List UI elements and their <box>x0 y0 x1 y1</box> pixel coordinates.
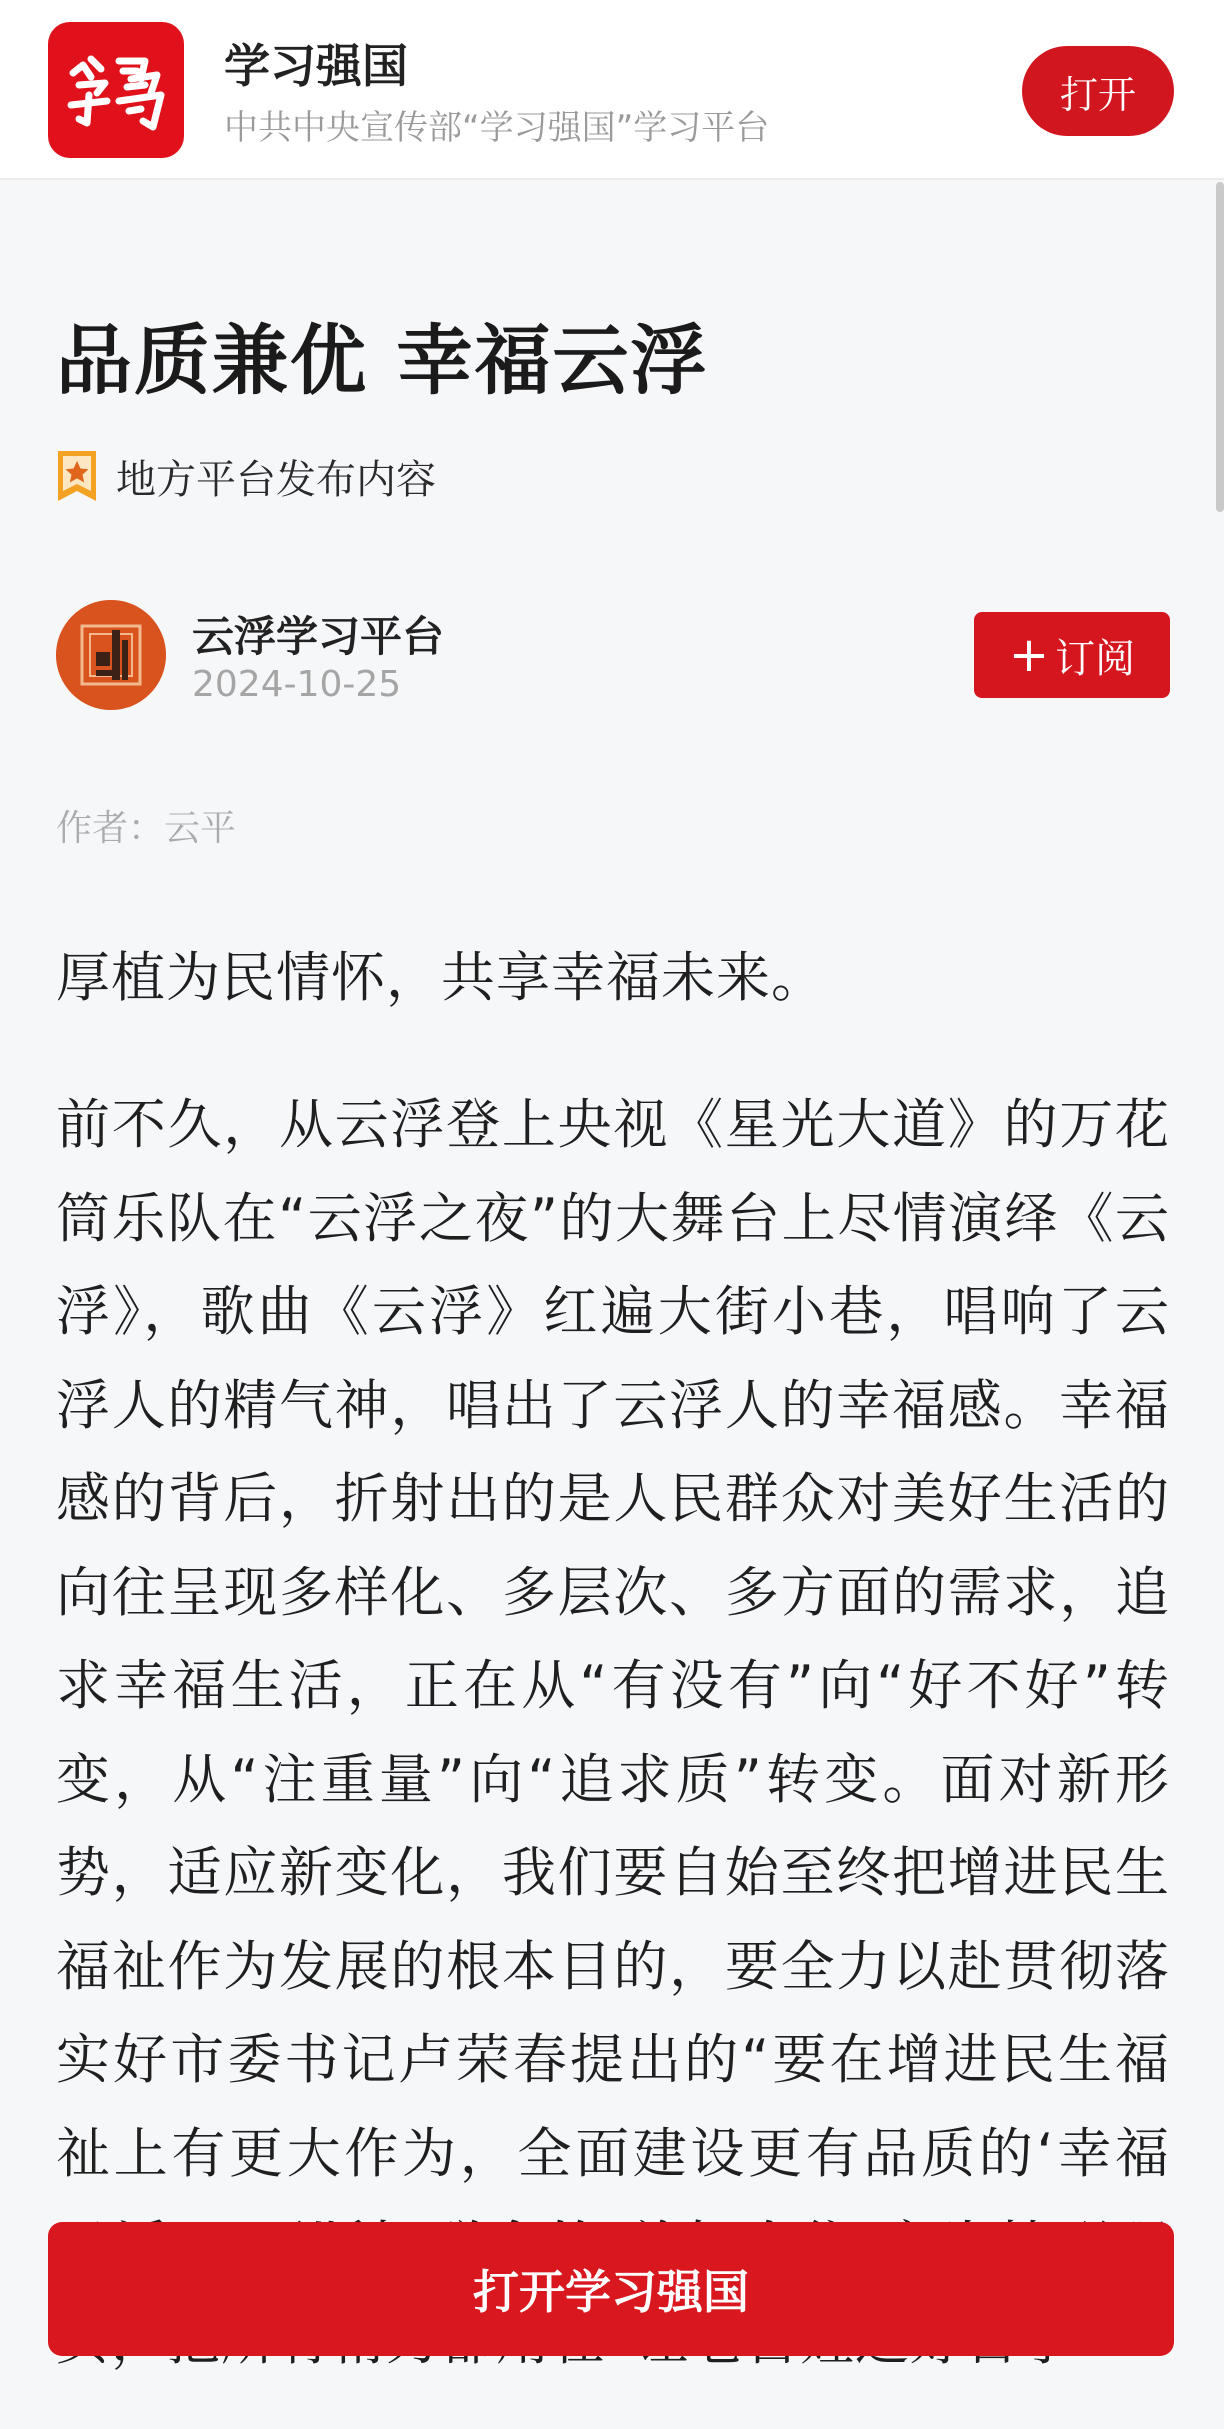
publisher-logo-icon <box>56 600 166 710</box>
open-xuexi-button[interactable]: 打开学习强国 <box>48 2222 1174 2356</box>
article-lead: 厚植为民情怀，共享幸福未来。 <box>56 946 826 1009</box>
source-tag <box>56 448 436 504</box>
open-app-button[interactable]: 打开 <box>1022 46 1174 136</box>
app-description: 中共中央宣传部“学习强国”学习平台 <box>224 108 770 148</box>
article-title: 品质兼优 幸福云浮 <box>56 316 709 405</box>
plus-icon: + <box>1008 627 1050 683</box>
article-body: 前不久，从云浮登上央视《星光大道》的万花筒乐队在“云浮之夜”的大舞台上尽情演绎《云浮》，歌曲《云浮》红遍大街小巷，唱响了云浮人的精气神，唱出了云浮人的幸福感。幸福感的背后，折射出的是人民群众对美好生活的向往呈现多样化、多层次、多方面的需求，追求幸福生活，正在从“有没有”向“好不好”转变，从“注重量”向“追求质”转变。面对新形势，适应新变化，我们要自始至终把增进民生福祉作为发展的根本目的，要全力以赴贯彻落实好市委书记卢荣春提出的“要在增进民生福祉上有更大作为，全面建设更有品质的‘幸福 <box>56 1093 1170 2185</box>
scrollbar-thumb[interactable] <box>1216 182 1224 512</box>
source-label: 地方平台发布内容 <box>116 456 436 503</box>
subscribe-button[interactable] <box>974 612 1170 698</box>
publisher-avatar[interactable] <box>56 600 166 710</box>
publisher-name[interactable]: 云浮学习平台 <box>192 612 445 661</box>
app-logo <box>48 22 184 158</box>
publish-date: 2024-10-25 <box>192 664 402 705</box>
xuexi-logo-icon <box>61 35 171 145</box>
app-download-banner[interactable] <box>0 0 1224 180</box>
app-name: 学习强国 <box>224 39 408 93</box>
author-byline: 作者：云平 <box>56 808 237 849</box>
star-bookmark-icon <box>56 449 98 503</box>
subscribe-label: 订阅 <box>1055 635 1136 682</box>
publisher-row <box>56 598 1170 714</box>
